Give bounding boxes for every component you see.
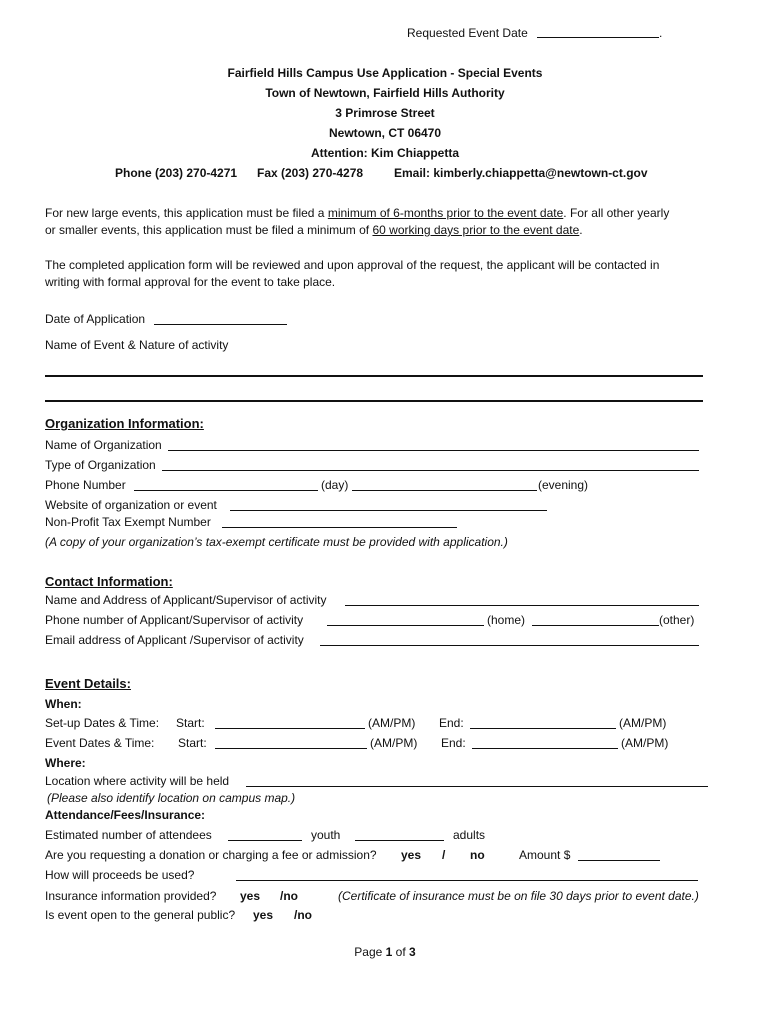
organization-phone-day-field[interactable] [134,490,318,491]
when-label: When: [45,697,82,711]
setup-start-label: Start: [176,716,205,730]
attendance-heading: Attendance/Fees/Insurance: [45,808,206,822]
intro-line-1: For new large events, this application must be filed a minimum of 6-months prior to the event date. For all other yearly [45,206,670,220]
organization-heading: Organization Information: [45,416,204,431]
public-question: Is event open to the general public? [45,908,236,922]
other-label: (other) [659,613,695,627]
event-details-heading: Event Details: [45,676,131,691]
fax-number: Fax (203) 270-4278 [257,166,364,180]
event-end-ampm: (AM/PM) [621,736,669,750]
contact-email: Email: kimberly.chiappetta@newtown-ct.gov [394,166,648,180]
tax-exempt-note: (A copy of your organization’s tax-exempt certificate must be provided with application.) [45,535,508,549]
setup-start-field[interactable] [215,728,365,729]
donation-yes-option[interactable]: yes [401,848,422,862]
where-label: Where: [45,756,86,770]
street-address: 3 Primrose Street [335,106,435,120]
applicant-name-address-label: Name and Address of Applicant/Supervisor of activity [45,593,327,607]
city-address: Newtown, CT 06470 [328,126,442,140]
date-of-application-field[interactable] [154,324,287,325]
applicant-phone-label: Phone number of Applicant/Supervisor of activity [45,613,304,627]
donation-no-option[interactable]: no [470,848,485,862]
requested-event-date-label: Requested Event Date [407,26,528,40]
website-field[interactable] [230,510,547,511]
tax-exempt-label: Non-Profit Tax Exempt Number [45,515,211,529]
donation-slash: / [442,848,446,862]
amount-label: Amount $ [519,848,571,862]
insurance-note: (Certificate of insurance must be on file 30 days prior to event date.) [338,889,699,903]
location-note: (Please also identify location on campus map.) [47,791,296,805]
public-yes-option[interactable]: yes [253,908,274,922]
event-dates-label: Event Dates & Time: [45,736,155,750]
applicant-name-address-field[interactable] [345,605,699,606]
applicant-phone-other-field[interactable] [532,625,659,626]
youth-label: youth [311,828,341,842]
event-name-label: Name of Event & Nature of activity [45,338,229,352]
form-title: Fairfield Hills Campus Use Application - Special Events [227,66,543,80]
event-end-field[interactable] [472,748,618,749]
event-name-field-2[interactable] [45,400,703,402]
location-label: Location where activity will be held [45,774,230,788]
attendees-label: Estimated number of attendees [45,828,212,842]
event-start-field[interactable] [215,748,367,749]
donation-question: Are you requesting a donation or charging a fee or admission? [45,848,377,862]
setup-end-ampm: (AM/PM) [619,716,667,730]
proceeds-label: How will proceeds be used? [45,868,195,882]
applicant-email-field[interactable] [320,645,699,646]
setup-end-label: End: [439,716,464,730]
contact-heading: Contact Information: [45,574,173,589]
period: . [659,26,663,40]
organization-phone-evening-field[interactable] [352,490,537,491]
attention-line: Attention: Kim Chiappetta [311,146,459,160]
requested-event-date-field[interactable] [537,37,659,38]
adults-count-field[interactable] [355,840,444,841]
authority-name: Town of Newtown, Fairfield Hills Authority [265,86,505,100]
organization-type-field[interactable] [162,470,699,471]
applicant-email-label: Email address of Applicant /Supervisor of activity [45,633,304,647]
setup-dates-label: Set-up Dates & Time: [45,716,160,730]
setup-end-field[interactable] [470,728,616,729]
phone-number: Phone (203) 270-4271 [115,166,238,180]
intro-line-2: or smaller events, this application must be filed a minimum of 60 working days prior to the event date. [45,223,583,237]
event-start-ampm: (AM/PM) [370,736,418,750]
organization-phone-label: Phone Number [45,478,126,492]
youth-count-field[interactable] [228,840,302,841]
date-of-application-label: Date of Application [45,312,146,326]
insurance-question: Insurance information provided? [45,889,217,903]
day-label: (day) [321,478,349,492]
home-label: (home) [487,613,526,627]
event-name-field-1[interactable] [45,375,703,377]
event-start-label: Start: [178,736,207,750]
page-number: Page 1 of 3 [354,945,416,959]
tax-exempt-field[interactable] [222,527,457,528]
website-label: Website of organization or event [45,498,217,512]
insurance-yes-option[interactable]: yes [240,889,261,903]
event-end-label: End: [441,736,466,750]
organization-name-label: Name of Organization [45,438,162,452]
applicant-phone-home-field[interactable] [327,625,484,626]
organization-name-field[interactable] [168,450,699,451]
adults-label: adults [453,828,486,842]
insurance-no-option[interactable]: /no [280,889,298,903]
organization-type-label: Type of Organization [45,458,156,472]
proceeds-field[interactable] [236,880,698,881]
location-field[interactable] [246,786,708,787]
public-no-option[interactable]: /no [294,908,312,922]
evening-label: (evening) [538,478,589,492]
setup-start-ampm: (AM/PM) [368,716,416,730]
approval-line-1: The completed application form will be reviewed and upon approval of the request, the applicant will be contacted in [45,258,660,272]
amount-field[interactable] [578,860,660,861]
approval-line-2: writing with formal approval for the event to take place. [45,275,336,289]
